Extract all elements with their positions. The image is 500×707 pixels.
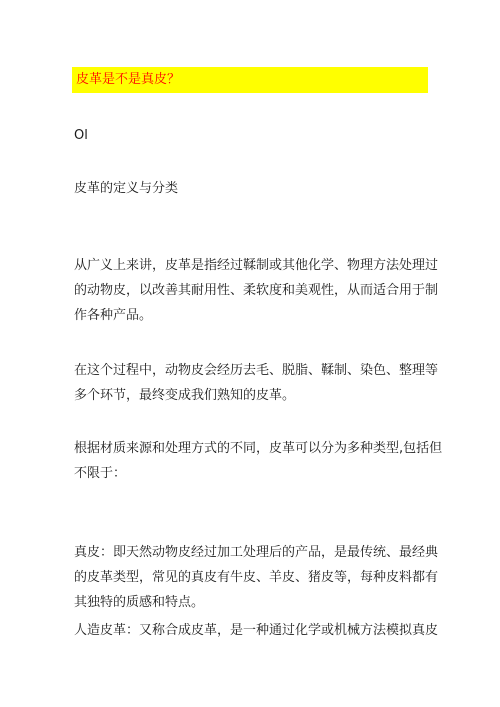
title-highlight — [72, 67, 428, 93]
paragraph-line: 作各种产品。 — [74, 308, 153, 323]
paragraph-definition — [74, 253, 439, 328]
paragraph-line: 真皮：即天然动物皮经过加工处理后的产品，是最传统、最经典 — [74, 545, 439, 560]
section-number: Ol — [74, 128, 88, 143]
paragraph-artificial-leather — [74, 618, 439, 643]
document-title: 皮革是不是真皮？ — [76, 72, 181, 87]
paragraph-line: 从广义上来讲，皮革是指经过鞣制或其他化学、物理方法处理过 — [74, 258, 439, 273]
paragraph-process — [74, 358, 439, 408]
paragraph-line: 的动物皮，以改善其耐用性、柔软度和美观性，从而适合用于制 — [74, 283, 439, 298]
paragraph-line: 人造皮革：又称合成皮革，是一种通过化学或机械方法模拟真皮 — [74, 623, 439, 638]
paragraph-line: 不限于： — [74, 466, 127, 481]
paragraph-types-intro — [74, 436, 443, 486]
paragraph-line: 根据材质来源和处理方式的不同，皮革可以分为多种类型,包括但 — [74, 441, 443, 456]
section-heading: 皮革的定义与分类 — [74, 181, 179, 196]
paragraph-line: 其独特的质感和特点。 — [74, 595, 205, 610]
paragraph-genuine-leather — [74, 540, 439, 615]
paragraph-line: 在这个过程中，动物皮会经历去毛、脱脂、鞣制、染色、整理等 — [74, 363, 439, 378]
paragraph-line: 多个环节，最终变成我们熟知的皮革。 — [74, 388, 296, 403]
paragraph-line: 的皮革类型，常见的真皮有牛皮、羊皮、猪皮等，每种皮料都有 — [74, 570, 439, 585]
